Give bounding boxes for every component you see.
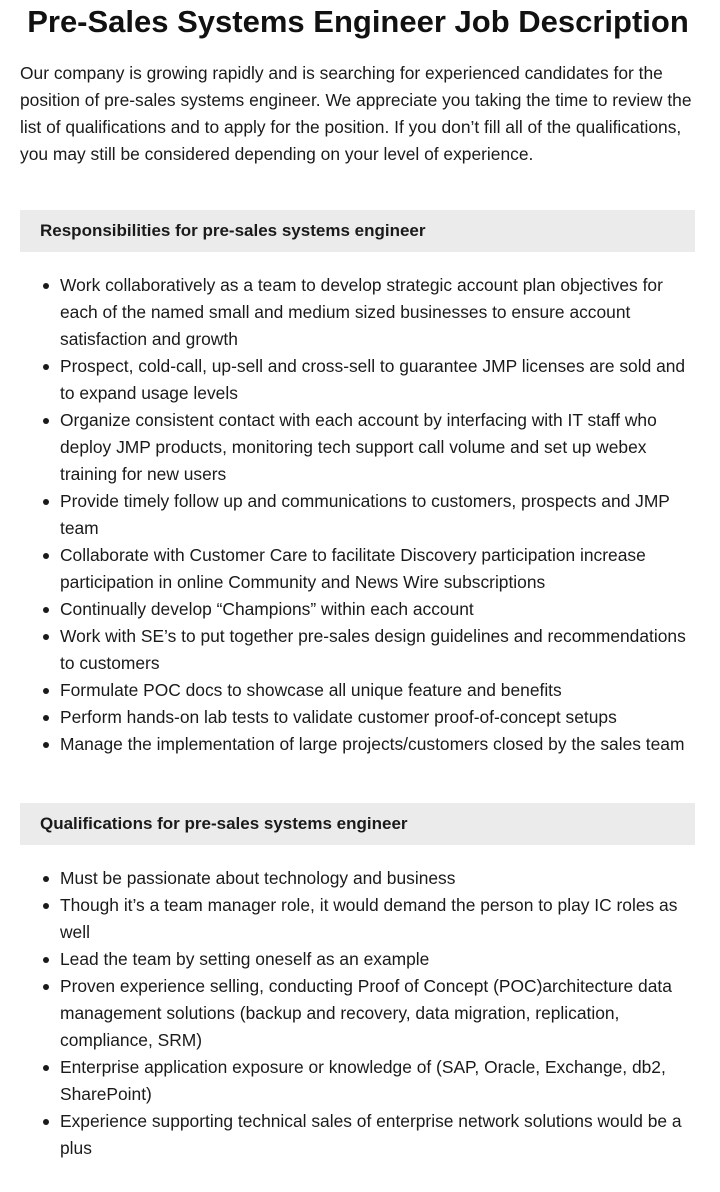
list-item-text: Must be passionate about technology and business [60, 868, 456, 888]
list-item-text: Collaborate with Customer Care to facilitate Discovery participation increase participation in online Community and News Wire subscriptions [60, 545, 646, 592]
list-item-text: Organize consistent contact with each account by interfacing with IT staff who deploy JMP products, monitoring tech support call volume and set up webex training for new users [60, 410, 657, 484]
list-item-text: Work collaboratively as a team to develop strategic account plan objectives for each of the named small and medium sized businesses to ensure account satisfaction and growth [60, 275, 663, 349]
bullet-icon [43, 876, 49, 882]
qualifications-list [20, 865, 695, 1162]
list-item-text: Work with SE’s to put together pre-sales design guidelines and recommendations to customers [60, 626, 686, 673]
intro-paragraph: Our company is growing rapidly and is searching for experienced candidates for the position of pre-sales systems engineer. We appreciate you taking the time to review the list of qualifications and to apply for the position. If you don’t fill all of the qualifications, you may still be considered depending on your level of experience. [20, 63, 692, 164]
responsibilities-list [20, 272, 695, 758]
list-item-text: Though it’s a team manager role, it would demand the person to play IC roles as well [60, 895, 678, 942]
bullet-icon [43, 418, 49, 424]
list-item-text: Formulate POC docs to showcase all unique feature and benefits [60, 680, 562, 700]
list-item-text: Proven experience selling, conducting Proof of Concept (POC)architecture data management solutions (backup and recovery, data migration, replication, compliance, SRM) [60, 976, 672, 1050]
list-item [60, 892, 695, 946]
bullet-icon [43, 957, 49, 963]
list-item-text: Perform hands-on lab tests to validate customer proof-of-concept setups [60, 707, 617, 727]
bullet-icon [43, 984, 49, 990]
bullet-icon [43, 1065, 49, 1071]
bullet-icon [43, 283, 49, 289]
bullet-icon [43, 499, 49, 505]
responsibilities-heading: Responsibilities for pre-sales systems engineer [20, 210, 695, 252]
list-item [60, 865, 695, 892]
list-item [60, 272, 695, 353]
list-item [60, 946, 695, 973]
bullet-icon [43, 688, 49, 694]
list-item [60, 407, 695, 488]
list-item [60, 488, 695, 542]
bullet-icon [43, 1119, 49, 1125]
bullet-icon [43, 553, 49, 559]
bullet-icon [43, 903, 49, 909]
list-item-text: Continually develop “Champions” within each account [60, 599, 474, 619]
list-item [60, 1108, 695, 1162]
list-item [60, 353, 695, 407]
qualifications-heading: Qualifications for pre-sales systems engineer [20, 803, 695, 845]
bullet-icon [43, 742, 49, 748]
bullet-icon [43, 634, 49, 640]
list-item-text: Manage the implementation of large projects/customers closed by the sales team [60, 734, 685, 754]
list-item [60, 973, 695, 1054]
list-item [60, 704, 695, 731]
list-item-text: Enterprise application exposure or knowledge of (SAP, Oracle, Exchange, db2, SharePoint) [60, 1057, 666, 1104]
list-item [60, 1054, 695, 1108]
list-item-text: Provide timely follow up and communications to customers, prospects and JMP team [60, 491, 670, 538]
list-item-text: Prospect, cold-call, up-sell and cross-sell to guarantee JMP licenses are sold and to expand usage levels [60, 356, 686, 403]
list-item [60, 731, 695, 758]
page-title: Pre-Sales Systems Engineer Job Description [27, 4, 689, 39]
list-item [60, 677, 695, 704]
list-item [60, 542, 695, 596]
list-item-text: Experience supporting technical sales of enterprise network solutions would be a plus [60, 1111, 682, 1158]
list-item [60, 596, 695, 623]
bullet-icon [43, 607, 49, 613]
list-item-text: Lead the team by setting oneself as an example [60, 949, 430, 969]
bullet-icon [43, 715, 49, 721]
bullet-icon [43, 364, 49, 370]
list-item [60, 623, 695, 677]
